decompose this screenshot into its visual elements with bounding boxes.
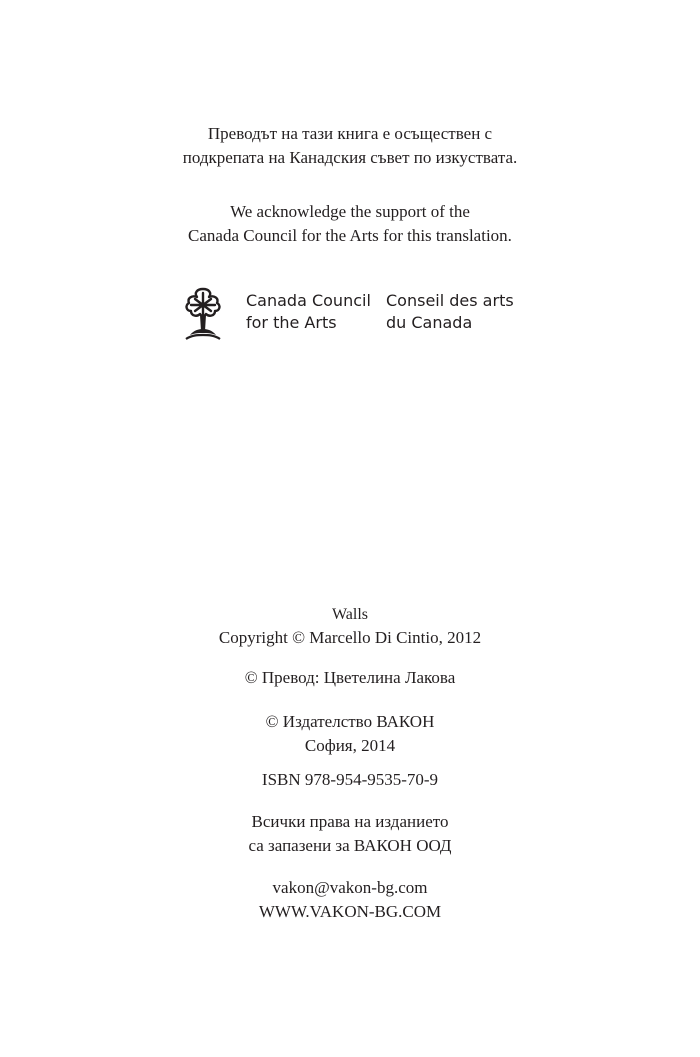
rights-block	[0, 810, 700, 858]
logo-text-french	[386, 290, 514, 334]
support-note-bg-line-2: подкрепата на Канадския съвет по изкуствата.	[182, 148, 518, 167]
contact-block	[0, 876, 700, 924]
isbn-line: ISBN 978-954-9535-70-9	[261, 770, 439, 789]
canada-council-logo	[180, 285, 540, 345]
translator-line: © Превод: Цветелина Лакова	[244, 668, 456, 687]
logo-fr-line-2: du Canada	[386, 313, 473, 332]
support-note-bulgarian	[0, 122, 700, 170]
website-line: WWW.VAKON-BG.COM	[258, 902, 442, 921]
logo-en-line-2: for the Arts	[246, 313, 337, 332]
copyright-line: Copyright © Marcello Di Cintio, 2012	[218, 628, 482, 647]
support-note-en-line-1: We acknowledge the support of the	[230, 202, 470, 221]
logo-text-english	[246, 290, 371, 334]
place-year-line: София, 2014	[304, 736, 396, 755]
copyright-notice	[0, 626, 700, 650]
email-line: vakon@vakon-bg.com	[272, 878, 428, 897]
support-note-english	[0, 200, 700, 248]
logo-en-line-1: Canada Council	[246, 291, 371, 310]
tree-knot-icon	[180, 285, 226, 345]
translation-credit	[0, 666, 700, 690]
publisher-block	[0, 710, 700, 758]
support-note-en-line-2: Canada Council for the Arts for this translation.	[188, 226, 512, 245]
logo-fr-line-1: Conseil des arts	[386, 291, 514, 310]
original-title	[0, 603, 700, 627]
rights-line-2: са запазени за ВАКОН ООД	[248, 836, 452, 855]
publisher-line: © Издателство ВАКОН	[265, 712, 435, 731]
support-note-bg-line-1: Преводът на тази книга е осъществен с	[207, 124, 493, 143]
book-title: Walls	[331, 606, 369, 623]
rights-line-1: Всички права на изданието	[251, 812, 449, 831]
isbn-block	[0, 768, 700, 792]
